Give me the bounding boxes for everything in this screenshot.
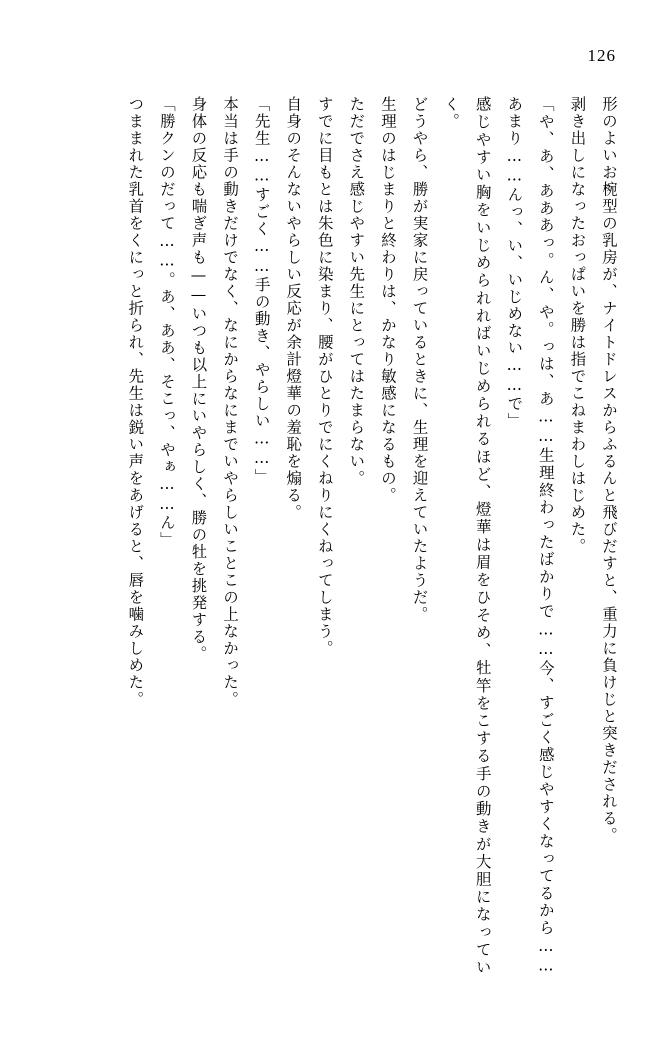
paragraph: 「勝クンのだって……。あ、ああ、そこっ、やぁ……ん」 (157, 96, 176, 549)
paragraph: 身体の反応も喘ぎ声も——いつも以上にいやらしく、勝の牡を挑発する。 (189, 96, 208, 663)
paragraph: 感じやすい胸をいじめられればいじめられるほど、燈華は眉をひそめ、牡竿をこする手の動きが大胆になっていく。 (442, 96, 492, 976)
paragraph: 本当は手の動きだけでなく、なにからなにまでいやらしいことこの上なかった。 (221, 96, 240, 708)
paragraph: 生理のはじまりと終わりは、かなり敏感になるもの。 (378, 96, 397, 504)
page-number: 126 (587, 46, 616, 65)
paragraph: どうやら、勝が実家に戻っているときに、生理を迎えていたようだ。 (410, 96, 429, 623)
paragraph: 剥き出しになったおっぱいを勝は指でこねまわしはじめた。 (568, 96, 587, 555)
paragraph: 形のよいお椀型の乳房が、ナイトドレスからふるんと飛びだすと、重力に負けじと突きだされる。 (600, 96, 618, 844)
paragraph: ただでさえ感じやすい先生にとってはたまらない。 (347, 96, 366, 487)
paragraph: 「や、あ、あああっ。ん、や。っは、あ……生理終わったばかりで……今、すごく感じやすくなってるから……あまり……んっ、い、いじめない……で」 (505, 96, 555, 976)
paragraph: 「先生……すごく……手の動き、やらしい……」 (252, 96, 271, 486)
paragraph: 自身のそんないやらしい反応が余計燈華の羞恥を煽る。 (284, 96, 303, 521)
paragraph: すでに目もとは朱色に染まり、腰がひとりでにくねりにくねってしまう。 (315, 96, 334, 657)
paragraph: つままれた乳首をくにっと折られ、先生は鋭い声をあげると、唇を噛みしめた。 (126, 96, 145, 708)
body-text (44, 96, 624, 976)
